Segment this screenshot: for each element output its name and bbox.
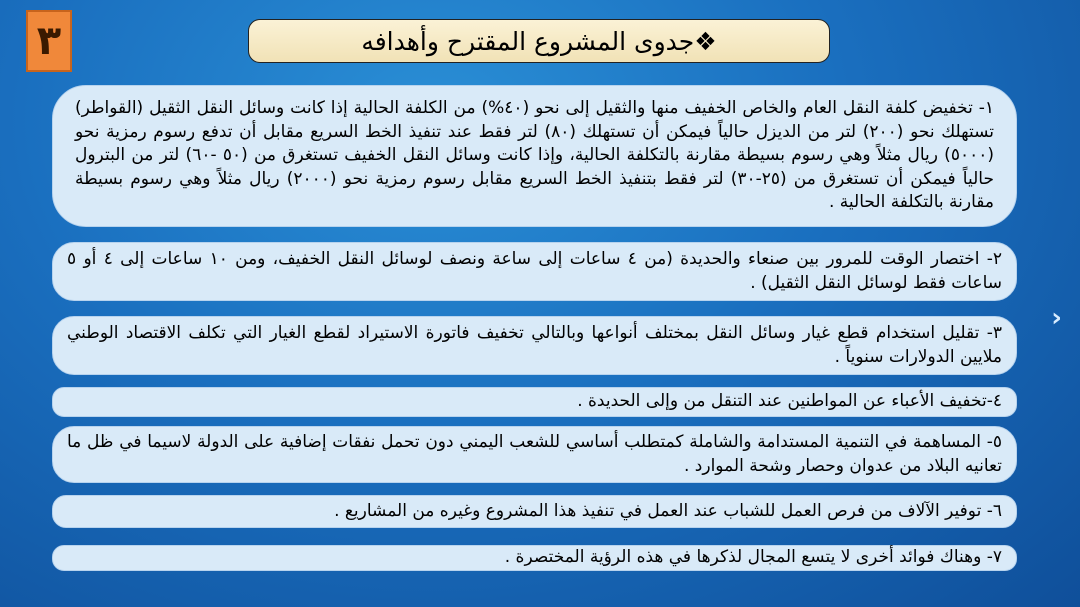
point-text-6: ٦- توفير الآلاف من فرص العمل للشباب عند العمل في تنفيذ هذا المشروع وغيره من المشاريع .	[334, 500, 1002, 521]
point-box-3	[52, 316, 1017, 375]
point-box-7	[52, 545, 1017, 571]
point-text-4: ٤-تخفيف الأعباء عن المواطنين عند التنقل من وإلى الحديدة .	[577, 391, 1002, 412]
point-box-1	[52, 85, 1017, 227]
slide-title: ❖جدوى المشروع المقترح وأهدافه	[361, 26, 717, 56]
slide-number: ٣	[26, 10, 72, 72]
point-box-5	[52, 426, 1017, 483]
point-text-1: ١- تخفيض كلفة النقل العام والخاص الخفيف منها والثقيل إلى نحو (٤٠%) من الكلفة الحالية إذا كانت وسائل النقل الثقيل (القواطر) تستهلك نحو (٢٠٠) لتر من الديزل حالياً فيمكن أن تستهلك (٨٠) لتر فقط عند تنفيذ الخط السريع مقابل أن تدفع رسوم رمزية نحو (٥٠٠٠) ريال مثلاً وهي رسوم بسيطة مقارنة بالتكلفة الحالية، وإذا كانت وسائل النقل الخفيف تستغرق من (٥٠ -٦٠) لتر من البترول حالياً فيمكن أن تستغرق من (٢٥-٣٠) لتر فقط بتنفيذ الخط السريع مقابل رسوم رمزية نحو (٢٠٠٠) ريال مثلاً وهي رسوم بسيطة مقارنة بالتكلفة الحالية .	[75, 98, 995, 213]
slide-title-box	[248, 19, 830, 63]
point-text-3: ٣- تقليل استخدام قطع غيار وسائل النقل بمختلف أنواعها وبالتالي تخفيف فاتورة الاستيراد لقطع الغيار التي تكلف الاقتصاد الوطني ملايين الدولارات سنوياً .	[67, 323, 1002, 367]
point-box-6	[52, 495, 1017, 528]
point-text-5: ٥- المساهمة في التنمية المستدامة والشاملة كمتطلب أساسي للشعب اليمني دون تحمل نفقات إضافية على الدولة لاسيما في ظل ما تعانيه البلاد من عدوان وحصار وشحة الموارد .	[67, 432, 1002, 476]
point-box-2	[52, 242, 1017, 301]
point-text-2: ٢- اختصار الوقت للمرور بين صنعاء والحديدة (من ٤ ساعات إلى ساعة ونصف لوسائل النقل الخفيف، ومن ١٠ ساعات إلى ٤ أو ٥ ساعات فقط لوسائل النقل الثقيل) .	[67, 249, 1003, 293]
point-box-4	[52, 387, 1017, 417]
point-text-7: ٧- وهناك فوائد أخرى لا يتسع المجال لذكرها في هذه الرؤية المختصرة .	[504, 547, 1002, 568]
chevron-right-icon[interactable]: ›	[1051, 303, 1062, 333]
